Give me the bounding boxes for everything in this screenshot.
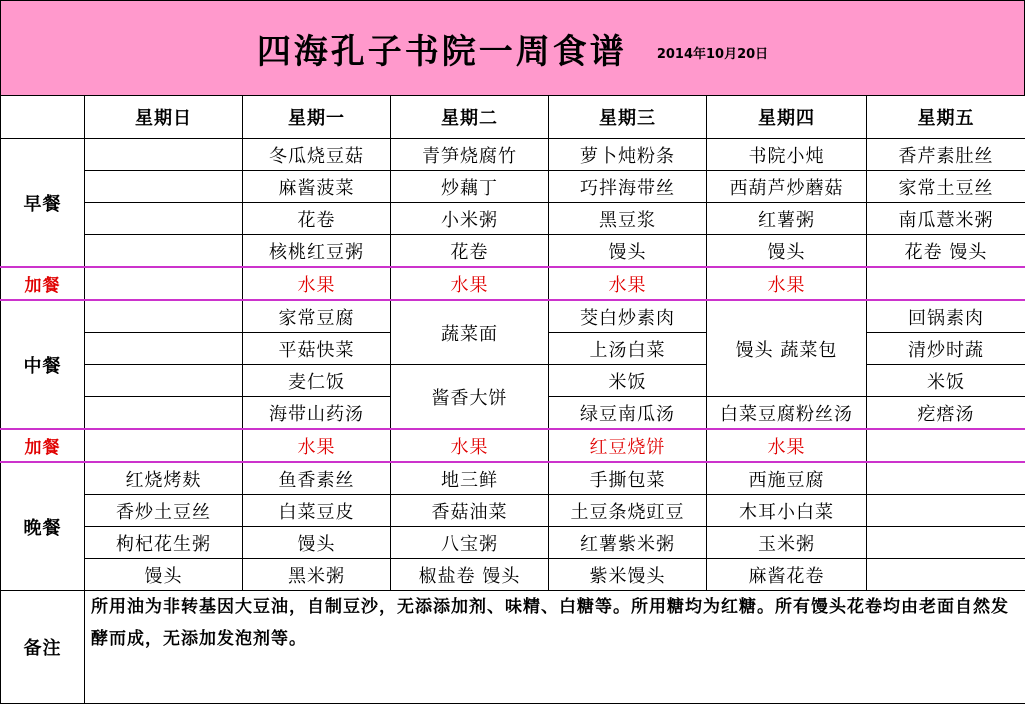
dinner-label: 晚餐: [1, 462, 85, 591]
menu-cell: 椒盐卷 馒头: [391, 559, 549, 591]
menu-cell: 回锅素肉: [867, 300, 1025, 333]
day-tuesday: 星期二: [391, 96, 549, 139]
menu-cell: 木耳小白菜: [707, 495, 867, 527]
lunch-row: [1, 300, 1025, 333]
snack-cell: 水果: [707, 267, 867, 300]
menu-cell: 海带山药汤: [243, 397, 391, 430]
menu-cell: 平菇快菜: [243, 333, 391, 365]
snack-row-morning: [1, 267, 1025, 300]
menu-cell: [85, 235, 243, 268]
notes-row: [1, 591, 1025, 704]
menu-cell: [867, 462, 1025, 495]
menu-cell: 蔬菜面: [391, 300, 549, 365]
snack-cell: [85, 267, 243, 300]
menu-cell: 馒头: [243, 527, 391, 559]
snack-label: 加餐: [1, 267, 85, 300]
menu-cell: [85, 333, 243, 365]
snack-cell: 水果: [243, 429, 391, 462]
menu-cell: 炒藕丁: [391, 171, 549, 203]
menu-cell: 鱼香素丝: [243, 462, 391, 495]
menu-cell: 黑米粥: [243, 559, 391, 591]
menu-cell: 清炒时蔬: [867, 333, 1025, 365]
notes-label: 备注: [1, 591, 85, 704]
menu-cell: 白菜豆皮: [243, 495, 391, 527]
snack-cell: 红豆烧饼: [549, 429, 707, 462]
menu-cell: 花卷 馒头: [867, 235, 1025, 268]
menu-cell: 香菇油菜: [391, 495, 549, 527]
menu-cell: 家常土豆丝: [867, 171, 1025, 203]
page-title: 四海孔子书院一周食谱: [257, 24, 627, 73]
day-wednesday: 星期三: [549, 96, 707, 139]
breakfast-row: [1, 139, 1025, 171]
snack-cell: [867, 429, 1025, 462]
dinner-row: [1, 527, 1025, 559]
menu-cell: 香炒土豆丝: [85, 495, 243, 527]
day-friday: 星期五: [867, 96, 1025, 139]
menu-cell: 紫米馒头: [549, 559, 707, 591]
menu-cell: [85, 300, 243, 333]
menu-cell: 白菜豆腐粉丝汤: [707, 397, 867, 430]
menu-cell: 巧拌海带丝: [549, 171, 707, 203]
menu-cell: 南瓜薏米粥: [867, 203, 1025, 235]
menu-cell: 麦仁饭: [243, 365, 391, 397]
menu-cell: 地三鲜: [391, 462, 549, 495]
breakfast-row: [1, 203, 1025, 235]
menu-cell: [85, 397, 243, 430]
day-thursday: 星期四: [707, 96, 867, 139]
snack-row-afternoon: [1, 429, 1025, 462]
menu-cell: 土豆条烧豇豆: [549, 495, 707, 527]
menu-cell: 茭白炒素肉: [549, 300, 707, 333]
snack-cell: [85, 429, 243, 462]
menu-cell: 核桃红豆粥: [243, 235, 391, 268]
menu-cell: 香芹素肚丝: [867, 139, 1025, 171]
menu-cell: 花卷: [243, 203, 391, 235]
menu-cell: 疙瘩汤: [867, 397, 1025, 430]
breakfast-row: [1, 235, 1025, 268]
menu-cell: 馒头: [85, 559, 243, 591]
breakfast-row: [1, 171, 1025, 203]
menu-cell: [85, 365, 243, 397]
dinner-row: [1, 495, 1025, 527]
header-corner: [1, 96, 85, 139]
title-bar: [0, 0, 1025, 96]
lunch-label: 中餐: [1, 300, 85, 429]
menu-cell: 红薯紫米粥: [549, 527, 707, 559]
menu-cell: 小米粥: [391, 203, 549, 235]
menu-cell: [867, 559, 1025, 591]
snack-cell: 水果: [243, 267, 391, 300]
menu-cell: 馒头: [707, 235, 867, 268]
menu-cell: 黑豆浆: [549, 203, 707, 235]
menu-cell: 麻酱花卷: [707, 559, 867, 591]
menu-cell: 西葫芦炒蘑菇: [707, 171, 867, 203]
menu-cell: 上汤白菜: [549, 333, 707, 365]
day-monday: 星期一: [243, 96, 391, 139]
lunch-row: [1, 365, 1025, 397]
dinner-row: [1, 462, 1025, 495]
day-sunday: 星期日: [85, 96, 243, 139]
snack-cell: 水果: [391, 429, 549, 462]
menu-cell: 红烧烤麸: [85, 462, 243, 495]
menu-cell: 书院小炖: [707, 139, 867, 171]
menu-cell: 玉米粥: [707, 527, 867, 559]
menu-cell: [867, 495, 1025, 527]
menu-cell: 馒头 蔬菜包: [707, 300, 867, 397]
snack-cell: 水果: [391, 267, 549, 300]
menu-cell: [85, 139, 243, 171]
header-row: [1, 96, 1025, 139]
menu-cell: 米饭: [867, 365, 1025, 397]
snack-cell: [867, 267, 1025, 300]
menu-cell: 冬瓜烧豆菇: [243, 139, 391, 171]
menu-cell: 绿豆南瓜汤: [549, 397, 707, 430]
menu-cell: 花卷: [391, 235, 549, 268]
dinner-row: [1, 559, 1025, 591]
menu-cell: [867, 527, 1025, 559]
menu-cell: 红薯粥: [707, 203, 867, 235]
snack-cell: 水果: [707, 429, 867, 462]
menu-cell: 萝卜炖粉条: [549, 139, 707, 171]
menu-cell: 米饭: [549, 365, 707, 397]
notes-text: 所用油为非转基因大豆油，自制豆沙，无添添加剂、味精、白糖等。所用糖均为红糖。所有馒头花卷均由老面自然发酵而成，无添加发泡剂等。: [85, 591, 1025, 704]
menu-cell: 家常豆腐: [243, 300, 391, 333]
snack-cell: 水果: [549, 267, 707, 300]
menu-cell: [85, 171, 243, 203]
menu-cell: 枸杞花生粥: [85, 527, 243, 559]
menu-cell: 手撕包菜: [549, 462, 707, 495]
menu-cell: 馒头: [549, 235, 707, 268]
weekly-menu-table: [0, 95, 1025, 704]
menu-cell: 西施豆腐: [707, 462, 867, 495]
menu-cell: 八宝粥: [391, 527, 549, 559]
date-label: 2014年10月20日: [657, 43, 768, 62]
breakfast-label: 早餐: [1, 139, 85, 268]
snack-label: 加餐: [1, 429, 85, 462]
menu-cell: 麻酱菠菜: [243, 171, 391, 203]
menu-cell: 酱香大饼: [391, 365, 549, 430]
menu-cell: [85, 203, 243, 235]
menu-cell: 青笋烧腐竹: [391, 139, 549, 171]
